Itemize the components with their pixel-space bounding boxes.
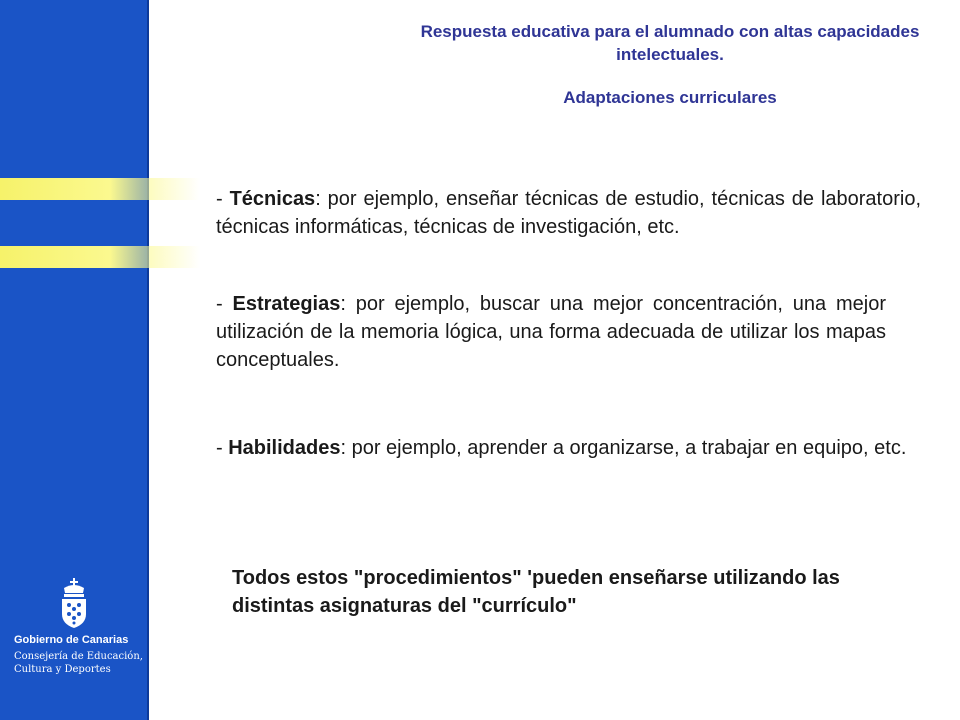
item-prefix: - <box>216 293 233 315</box>
item-prefix: - <box>216 437 229 459</box>
slide-header <box>420 20 920 109</box>
item-tecnicas <box>216 185 921 241</box>
logo-department: Consejería de Educación, <box>14 651 143 662</box>
item-term: Habilidades <box>228 437 341 459</box>
conclusion-text: Todos estos "procedimientos" 'pueden enseñarse utilizando las distintas asignaturas del "currículo" <box>232 567 840 617</box>
government-logo <box>0 578 147 688</box>
highlight-stripe-bottom <box>0 246 200 268</box>
sidebar-edge <box>147 0 149 720</box>
logo-title: Gobierno de Canarias <box>14 634 129 646</box>
item-text: : por ejemplo, enseñar técnicas de estudio, técnicas de laboratorio, técnicas informáticas, técnicas de investigación, etc. <box>216 188 922 238</box>
coat-of-arms-icon <box>58 578 90 630</box>
highlight-stripe-top <box>0 178 200 200</box>
item-text: : por ejemplo, buscar una mejor concentración, una mejor utilización de la memoria lógica, una forma adecuada de utilizar los mapas conceptuales. <box>216 293 886 371</box>
logo-department-cont: Cultura y Deportes <box>14 664 111 675</box>
item-text: : por ejemplo, aprender a organizarse, a trabajar en equipo, etc. <box>340 437 907 459</box>
slide-subtitle: Adaptaciones curriculares <box>563 88 777 107</box>
item-term: Estrategias <box>232 293 341 315</box>
item-habilidades <box>216 434 916 462</box>
item-prefix: - <box>216 188 230 210</box>
item-estrategias <box>216 290 886 374</box>
item-term: Técnicas <box>229 188 316 210</box>
slide-title: Respuesta educativa para el alumnado con altas capacidades intelectuales. <box>420 22 920 64</box>
